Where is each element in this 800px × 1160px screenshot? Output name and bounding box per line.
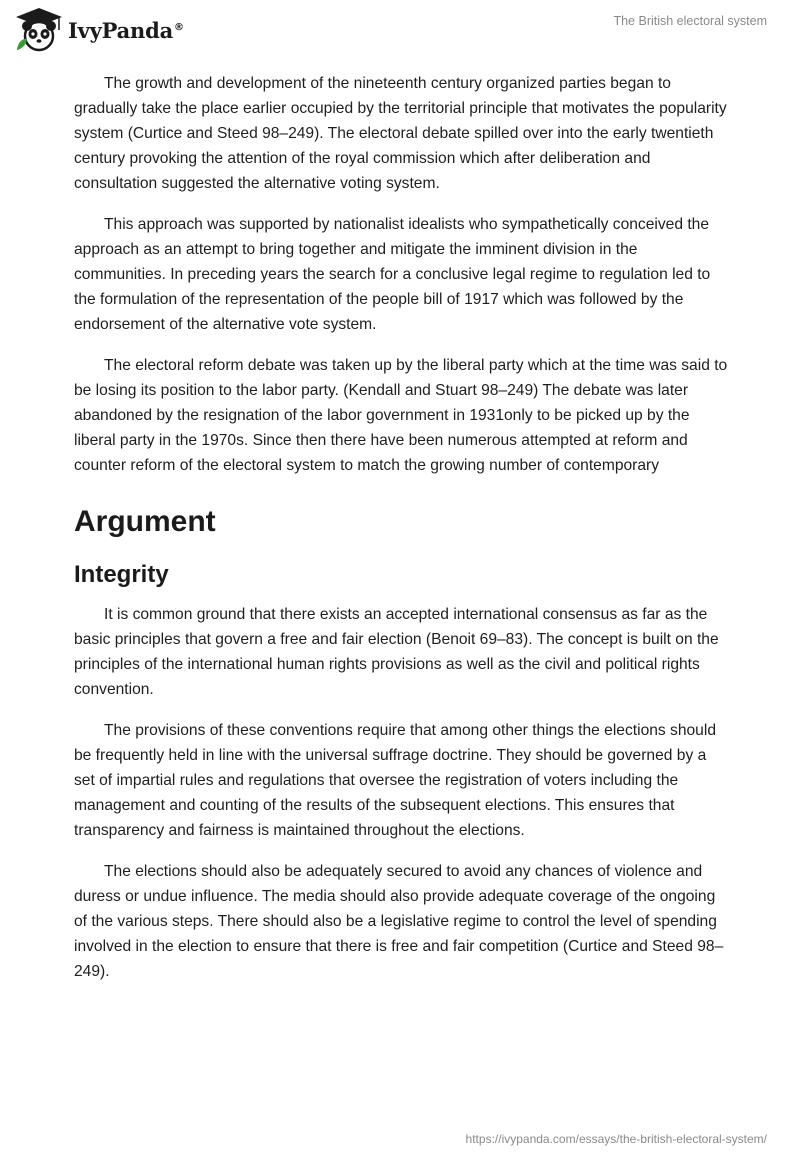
ivypanda-logo[interactable] — [14, 6, 184, 54]
heading-argument: Argument — [74, 505, 216, 538]
paragraph-integrity-2: The provisions of these conventions require that among other things the elections should be frequently held in line with the universal suffrage doctrine. They should be governed by a set of impartial rules and regulations that oversee the registration of voters including the management and counting of the results of the subsequent elections. This ensures that transparency and fairness is maintained throughout the elections. — [74, 722, 716, 839]
logo-text: IvyPanda® — [68, 17, 184, 43]
paragraph-intro-2: This approach was supported by nationalist idealists who sympathetically conceived the approach as an attempt to bring together and mitigate the imminent division in the communities. In preceding years the search for a conclusive legal regime to regulation led to the formulation of the representation of the people bill of 1917 which was followed by the endorsement of the alternative vote system. — [74, 216, 711, 333]
registered-mark: ® — [174, 21, 184, 33]
paragraph-intro-3: The electoral reform debate was taken up by the liberal party which at the time was said to be losing its position to the labor party. (Kendall and Stuart 98–249) The debate was later abandoned by the resignation of the labor government in 1931only to be picked up by the liberal party in the 1970s. Since then there have been numerous attempted at reform and counter reform of the electoral system to match the growing number of contemporary — [74, 357, 728, 474]
paragraph-integrity-1: It is common ground that there exists an accepted international consensus as far as the basic principles that govern a free and fair election (Benoit 69–83). The concept is built on the principles of the international human rights provisions as well as the civil and political rights convention. — [74, 606, 719, 698]
heading-integrity: Integrity — [74, 561, 169, 588]
page-header — [0, 0, 800, 60]
document-title: The British electoral system — [613, 14, 767, 28]
paragraph-intro-1: The growth and development of the nineteenth century organized parties began to gradually take the place earlier occupied by the territorial principle that motivates the popularity system (Curtice and Steed 98–249). The electoral debate spilled over into the early twentieth century provoking the attention of the royal commission which after deliberation and consultation suggested the alternative voting system. — [74, 75, 727, 192]
source-url-link[interactable]: https://ivypanda.com/essays/the-british-electoral-system/ — [465, 1132, 767, 1146]
essay-body — [74, 71, 730, 1000]
panda-graduate-icon — [14, 6, 64, 54]
paragraph-integrity-3: The elections should also be adequately secured to avoid any chances of violence and duress or undue influence. The media should also provide adequate coverage of the ongoing of the various steps. There should also be a legislative regime to control the level of spending involved in the election to ensure that there is free and fair competition (Curtice and Steed 98–249). — [74, 863, 724, 980]
